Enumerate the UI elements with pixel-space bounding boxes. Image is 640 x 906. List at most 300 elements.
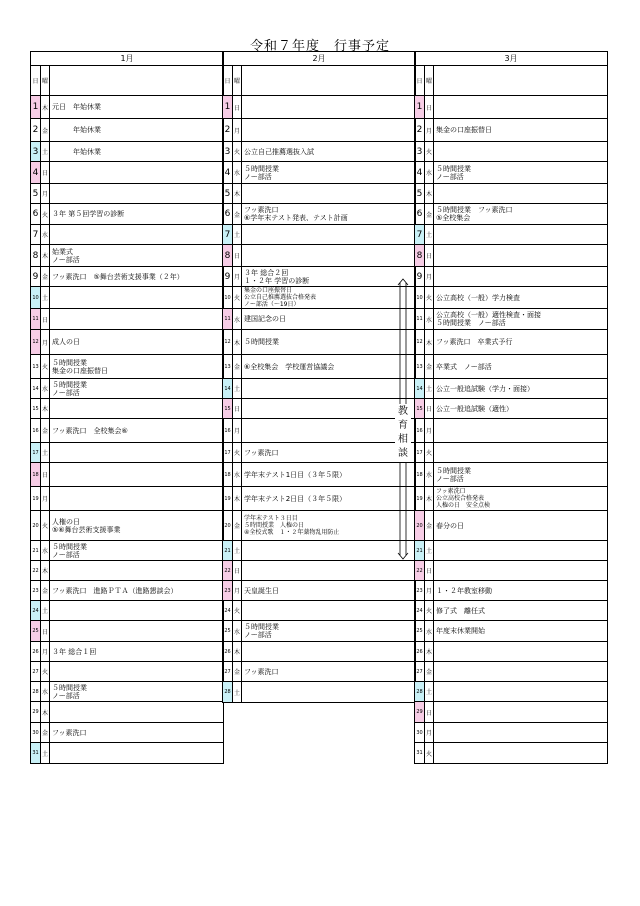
day-row-jan-21: [31, 541, 223, 561]
event-cell: [50, 723, 223, 742]
day-row-mar-18: [415, 463, 607, 487]
weekday: 水: [425, 463, 434, 486]
day-row-jan-31: [31, 743, 223, 763]
weekday: 水: [41, 682, 50, 701]
event-text: 公立自己推薦選抜入試: [244, 147, 314, 156]
weekday: 日: [41, 309, 50, 329]
day-number: 16: [415, 419, 425, 442]
day-number: 28: [31, 682, 41, 701]
day-row-jan-16: [31, 419, 223, 443]
weekday: 日: [233, 96, 242, 118]
day-number: 11: [415, 309, 425, 329]
event-cell: [242, 309, 415, 329]
weekday: 土: [233, 225, 242, 244]
day-row-mar-10: [415, 287, 607, 309]
event-text: ノー部活: [436, 172, 464, 181]
event-text: フッ素洗口: [244, 206, 279, 214]
day-row-mar-27: [415, 662, 607, 682]
day-number: 26: [223, 642, 233, 661]
weekday: 土: [233, 682, 242, 702]
event-cell: [434, 419, 607, 442]
event-cell: [50, 541, 223, 560]
event-cell: [50, 309, 223, 329]
event-text: ノー部活: [52, 388, 80, 397]
event-cell: [242, 162, 415, 183]
day-number: 26: [415, 642, 425, 661]
weekday: 日: [233, 399, 242, 418]
weekday: 金: [425, 355, 434, 378]
day-number: 21: [415, 541, 425, 560]
event-text: ５時間授業 ノー部活: [436, 319, 506, 327]
day-row-mar-16: [415, 419, 607, 443]
day-row-jan-7: [31, 225, 223, 245]
event-cell: [434, 443, 607, 462]
day-number: 24: [415, 601, 425, 620]
day-number: 9: [223, 267, 233, 286]
event-cell: [242, 96, 415, 118]
weekday: 日: [233, 561, 242, 580]
weekday: 日: [425, 245, 434, 266]
weekday: 土: [41, 443, 50, 462]
event-cell: [242, 225, 415, 244]
event-cell: [50, 287, 223, 308]
event-text: 公立高校（一般）適性検査・面接: [436, 311, 541, 319]
day-number: 10: [31, 287, 41, 308]
event-text: ５時間授業: [244, 164, 279, 173]
event-text: 春分の日: [436, 521, 464, 530]
weekday: 火: [233, 142, 242, 161]
day-row-feb-6: [223, 204, 415, 225]
day-row-jan-24: [31, 601, 223, 621]
event-cell: [242, 541, 415, 560]
event-text: 公立一般追試験（適性）: [436, 404, 513, 413]
event-cell: [50, 142, 223, 161]
day-row-feb-4: [223, 162, 415, 184]
weekday: 木: [233, 330, 242, 354]
event-text: ５時間授業: [244, 338, 279, 346]
event-text: 公立一般追試験（学力・面接）: [436, 384, 534, 393]
weekday: 土: [233, 379, 242, 398]
day-row-jan-30: [31, 723, 223, 743]
day-row-jan-4: [31, 162, 223, 184]
weekday: 火: [41, 662, 50, 681]
weekday: 木: [425, 184, 434, 203]
weekday: 木: [233, 487, 242, 510]
event-cell: [50, 581, 223, 600]
event-cell: [50, 162, 223, 183]
day-row-feb-12: [223, 330, 415, 355]
event-cell: [242, 581, 415, 600]
day-number: 4: [31, 162, 41, 183]
weekday-header: 曜: [425, 66, 434, 95]
event-text: ３年 総合１回: [52, 647, 97, 656]
event-text: 集金の口座振替日: [436, 126, 492, 134]
event-cell: [434, 379, 607, 398]
day-number: 2: [223, 119, 233, 141]
day-number: 13: [31, 355, 41, 378]
event-cell: [242, 119, 415, 141]
weekday: 火: [233, 601, 242, 620]
event-text: 人権の日: [52, 517, 80, 526]
day-number: 2: [31, 119, 41, 141]
event-text: 学年末テスト2日目（３年５限）: [244, 494, 347, 503]
day-row-feb-22: [223, 561, 415, 581]
event-cell: [242, 511, 415, 540]
day-row-mar-3: [415, 142, 607, 162]
day-row-jan-12: [31, 330, 223, 355]
day-number: 10: [223, 287, 233, 308]
day-row-mar-1: [415, 96, 607, 119]
event-cell: [434, 662, 607, 681]
weekday: 月: [233, 581, 242, 600]
day-row-mar-25: [415, 621, 607, 642]
weekday: 金: [425, 662, 434, 681]
weekday: 月: [233, 419, 242, 442]
weekday: 金: [425, 511, 434, 540]
weekday: 土: [41, 743, 50, 763]
event-cell: [242, 561, 415, 580]
day-row-mar-11: [415, 309, 607, 330]
day-number: 23: [223, 581, 233, 600]
day-row-mar-29: [415, 702, 607, 723]
weekday: 月: [425, 267, 434, 286]
event-text: ⑤全校集会: [436, 214, 471, 222]
weekday: 水: [233, 162, 242, 183]
day-number: 6: [223, 204, 233, 224]
weekday: 日: [425, 702, 434, 722]
weekday: 日: [41, 463, 50, 486]
event-text: フッ素洗口 卒業式予行: [436, 338, 513, 346]
event-text: フッ素洗口: [52, 728, 87, 737]
month-header-feb: 2月: [222, 51, 416, 66]
day-number: 15: [415, 399, 425, 418]
day-row-feb-7: [223, 225, 415, 245]
month-header-mar: 3月: [414, 51, 608, 66]
weekday: 木: [425, 487, 434, 510]
month-header-jan: 1月: [30, 51, 224, 66]
weekday: 水: [425, 621, 434, 641]
day-number: 3: [415, 142, 425, 161]
weekday: 木: [41, 399, 50, 418]
event-cell: [50, 682, 223, 701]
day-row-jan-28: [31, 682, 223, 702]
day-row-jan-27: [31, 662, 223, 682]
weekday: 火: [233, 287, 242, 308]
event-cell: [50, 419, 223, 442]
event-text: 公立自己推薦選抜合格発表: [244, 294, 317, 301]
day-row-feb-26: [223, 642, 415, 662]
day-number: 27: [415, 662, 425, 681]
event-text: １・２年 学習の診断: [244, 276, 310, 285]
event-cell: [434, 184, 607, 203]
event-cell: [434, 511, 607, 540]
weekday: 土: [425, 541, 434, 560]
event-cell: [434, 162, 607, 183]
weekday: 月: [425, 581, 434, 600]
weekday-header: 曜: [41, 66, 50, 95]
event-cell: [50, 601, 223, 620]
event-cell: [242, 463, 415, 486]
event-cell: [242, 355, 415, 378]
event-text: ５時間授業: [436, 164, 471, 173]
column-header: [415, 66, 607, 96]
day-row-jan-23: [31, 581, 223, 601]
event-cell: [50, 487, 223, 510]
day-number: 13: [223, 355, 233, 378]
event-text: ５時間授業 フッ素洗口: [436, 206, 513, 214]
day-number: 8: [223, 245, 233, 266]
day-row-jan-26: [31, 642, 223, 662]
event-text: ５時間授業: [436, 466, 471, 475]
day-row-jan-11: [31, 309, 223, 330]
event-text: フッ素洗口: [244, 667, 279, 676]
day-row-jan-29: [31, 702, 223, 723]
weekday: 金: [41, 581, 50, 600]
event-cell: [242, 287, 415, 308]
event-text: 集金の口座振替日: [52, 366, 108, 375]
day-number: 15: [31, 399, 41, 418]
event-cell: [50, 355, 223, 378]
event-cell: [242, 204, 415, 224]
event-cell: [50, 184, 223, 203]
event-cell: [434, 743, 607, 763]
event-text: 公立高校（一般）学力検査: [436, 293, 520, 302]
event-text: 元日 年始休業: [52, 103, 101, 111]
event-cell: [50, 511, 223, 540]
event-text: 成人の日: [52, 338, 80, 346]
day-row-mar-8: [415, 245, 607, 267]
day-row-feb-13: [223, 355, 415, 379]
weekday: 月: [233, 119, 242, 141]
day-number: 29: [415, 702, 425, 722]
weekday: 月: [425, 119, 434, 141]
day-number: 17: [223, 443, 233, 462]
day-number: 22: [223, 561, 233, 580]
event-cell: [50, 621, 223, 641]
day-number: 3: [31, 142, 41, 161]
day-row-mar-17: [415, 443, 607, 463]
day-row-jan-2: [31, 119, 223, 142]
event-cell: [434, 621, 607, 641]
day-row-feb-9: [223, 267, 415, 287]
day-number: 11: [223, 309, 233, 329]
event-text: 修了式 離任式: [436, 606, 485, 615]
event-cell: [242, 443, 415, 462]
event-cell: [242, 642, 415, 661]
day-number: 28: [223, 682, 233, 702]
event-text: ３年 第５回学習の診断: [52, 210, 125, 218]
day-number: 18: [31, 463, 41, 486]
day-row-feb-16: [223, 419, 415, 443]
day-number: 26: [31, 642, 41, 661]
day-number: 7: [415, 225, 425, 244]
day-number: 17: [31, 443, 41, 462]
day-row-jan-20: [31, 511, 223, 541]
day-number: 5: [223, 184, 233, 203]
day-number: 5: [415, 184, 425, 203]
event-cell: [242, 330, 415, 354]
day-row-mar-28: [415, 682, 607, 702]
day-row-mar-14: [415, 379, 607, 399]
day-row-feb-28: [223, 682, 415, 702]
event-text: ３年 総合２回: [244, 268, 289, 277]
event-text: １・２年教室移動: [436, 586, 492, 595]
event-text: 人権の日 安全点検: [436, 502, 491, 509]
day-number: 23: [31, 581, 41, 600]
weekday: 月: [425, 419, 434, 442]
event-cell: [434, 723, 607, 742]
day-row-feb-2: [223, 119, 415, 142]
day-header: 日: [223, 66, 233, 95]
day-number: 30: [415, 723, 425, 742]
event-cell: [50, 561, 223, 580]
day-row-jan-9: [31, 267, 223, 287]
weekday: 木: [233, 184, 242, 203]
weekday: 水: [233, 309, 242, 329]
event-text: ⑥学年末テスト発表、テスト計画: [244, 214, 348, 222]
column-header: [223, 66, 415, 96]
day-number: 15: [223, 399, 233, 418]
day-number: 25: [223, 621, 233, 641]
event-text: 学年末テスト1日目（３年５限）: [244, 470, 347, 479]
event-cell: [50, 96, 223, 118]
column-header: [31, 66, 223, 96]
event-cell: [242, 184, 415, 203]
event-cell: [434, 204, 607, 224]
day-number: 22: [31, 561, 41, 580]
day-row-jan-25: [31, 621, 223, 642]
weekday: 金: [41, 419, 50, 442]
event-text: フッ素洗口 ⑤舞台芸術支援事業（２年）: [52, 272, 184, 281]
counseling-label: [395, 404, 411, 462]
counseling-char: 育: [398, 420, 408, 431]
event-text: 学年末テスト３日目: [244, 515, 298, 522]
event-cell: [242, 419, 415, 442]
event-cell: [242, 682, 415, 702]
weekday: 金: [233, 355, 242, 378]
event-text: ノー部活: [436, 474, 464, 483]
day-row-feb-1: [223, 96, 415, 119]
event-text: ⑤⑥舞台芸術支援事業: [52, 525, 121, 534]
event-text: ５時間授業: [52, 380, 87, 389]
day-row-mar-26: [415, 642, 607, 662]
weekday: 土: [425, 682, 434, 701]
event-cell: [434, 399, 607, 418]
day-row-mar-20: [415, 511, 607, 541]
day-row-mar-6: [415, 204, 607, 225]
day-number: 29: [31, 702, 41, 722]
weekday: 金: [233, 511, 242, 540]
event-cell: [50, 245, 223, 266]
day-row-feb-14: [223, 379, 415, 399]
day-row-mar-15: [415, 399, 607, 419]
day-row-mar-30: [415, 723, 607, 743]
event-cell: [434, 487, 607, 510]
day-row-feb-24: [223, 601, 415, 621]
day-number: 23: [415, 581, 425, 600]
day-row-feb-18: [223, 463, 415, 487]
day-number: 18: [223, 463, 233, 486]
day-number: 31: [415, 743, 425, 763]
event-cell: [242, 399, 415, 418]
day-number: 24: [223, 601, 233, 620]
weekday: 月: [41, 184, 50, 203]
weekday: 日: [425, 561, 434, 580]
event-cell: [434, 142, 607, 161]
event-cell: [50, 399, 223, 418]
weekday: 土: [233, 541, 242, 560]
day-number: 6: [415, 204, 425, 224]
day-number: 1: [223, 96, 233, 118]
event-cell: [242, 142, 415, 161]
day-number: 25: [31, 621, 41, 641]
weekday: 木: [233, 642, 242, 661]
event-cell: [434, 682, 607, 701]
weekday: 月: [41, 642, 50, 661]
weekday: 日: [41, 162, 50, 183]
event-cell: [434, 96, 607, 118]
weekday: 水: [425, 162, 434, 183]
weekday: 木: [41, 561, 50, 580]
event-cell: [434, 541, 607, 560]
weekday: 土: [425, 225, 434, 244]
day-row-mar-21: [415, 541, 607, 561]
day-row-feb-20: [223, 511, 415, 541]
event-text: ノー部活: [52, 550, 80, 559]
event-text: ５時間授業: [52, 683, 87, 692]
day-number: 9: [415, 267, 425, 286]
day-row-mar-22: [415, 561, 607, 581]
day-number: 3: [223, 142, 233, 161]
event-text: ノー部活: [52, 691, 80, 700]
event-cell: [242, 245, 415, 266]
event-cell: [50, 662, 223, 681]
event-cell: [50, 330, 223, 354]
day-number: 20: [31, 511, 41, 540]
event-cell: [50, 225, 223, 244]
event-cell: [242, 487, 415, 510]
day-row-feb-19: [223, 487, 415, 511]
event-text: 集金の口座振替日: [244, 287, 293, 294]
day-row-jan-1: [31, 96, 223, 119]
day-number: 30: [31, 723, 41, 742]
event-text: 公立高校合格発表: [436, 495, 485, 502]
day-row-mar-13: [415, 355, 607, 379]
day-number: 12: [415, 330, 425, 354]
event-text: フッ素洗口: [436, 488, 466, 495]
event-cell: [50, 702, 223, 722]
weekday: 木: [41, 702, 50, 722]
weekday: 木: [41, 96, 50, 118]
event-cell: [50, 267, 223, 286]
day-number: 20: [415, 511, 425, 540]
event-cell: [50, 443, 223, 462]
weekday: 火: [41, 511, 50, 540]
event-cell: [434, 330, 607, 354]
event-cell: [50, 204, 223, 224]
event-text: ５時間授業: [52, 358, 87, 367]
event-text: ノー部活: [52, 255, 80, 264]
day-row-jan-17: [31, 443, 223, 463]
weekday: 火: [425, 443, 434, 462]
day-row-feb-5: [223, 184, 415, 204]
day-number: 12: [223, 330, 233, 354]
weekday: 水: [41, 225, 50, 244]
day-row-feb-23: [223, 581, 415, 601]
weekday: 火: [425, 142, 434, 161]
event-text: 年度末休業開始: [436, 627, 485, 635]
weekday: 月: [41, 330, 50, 354]
